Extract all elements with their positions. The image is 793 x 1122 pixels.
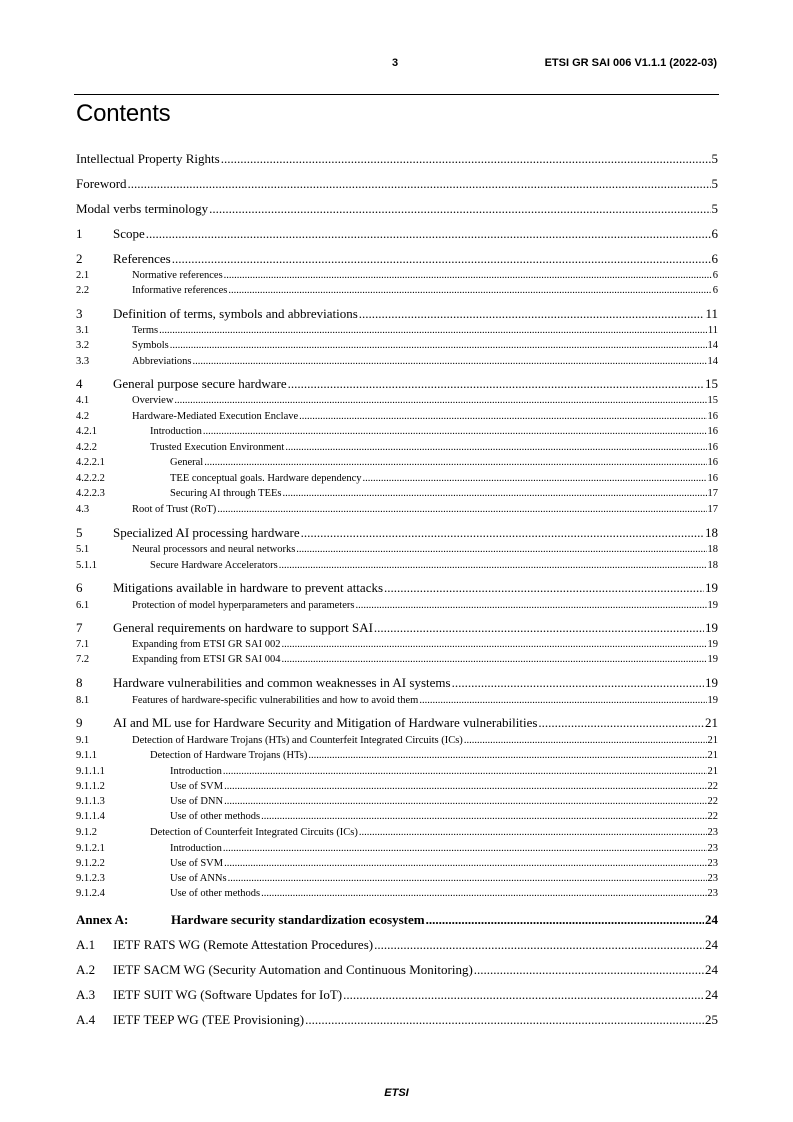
toc-leader-dots xyxy=(174,395,706,406)
toc-leader-dots xyxy=(384,580,704,596)
toc-entry-label: References xyxy=(113,251,171,266)
toc-entry-number: 3.1 xyxy=(76,325,90,336)
toc-leader-dots xyxy=(204,457,706,468)
toc-entry-page: 5 xyxy=(711,201,718,216)
toc-leader-dots xyxy=(261,811,706,822)
toc-entry-label: TEE conceptual goals. Hardware dependency xyxy=(170,473,362,484)
toc-entry-label: Use of SVM xyxy=(170,781,224,792)
toc-entry-page: 16 xyxy=(707,411,718,422)
toc-entry-number: 8.1 xyxy=(76,695,90,706)
toc-entry[interactable] xyxy=(76,226,718,242)
toc-entry-label: Secure Hardware Accelerators xyxy=(150,560,278,571)
toc-entry[interactable] xyxy=(76,811,718,822)
toc-entry-number: 9.1.1.1 xyxy=(76,766,105,777)
toc-entry-page: 11 xyxy=(705,306,718,321)
toc-entry-page: 24 xyxy=(705,912,718,927)
toc-entry-number: 4.2.2 xyxy=(76,442,97,453)
toc-entry-number: Annex A: xyxy=(76,912,129,927)
toc-entry-label: Definition of terms, symbols and abbreviations xyxy=(113,306,358,321)
toc-entry-number: 2 xyxy=(76,251,83,266)
toc-entry-label: Normative references xyxy=(132,270,223,281)
toc-entry-number: 9.1 xyxy=(76,735,90,746)
toc-entry-label: Detection of Hardware Trojans (HTs) and Counterfeit Integrated Circuits (ICs) xyxy=(132,735,463,746)
toc-entry-label: Terms xyxy=(132,325,159,336)
toc-entry-page: 24 xyxy=(705,987,718,1002)
toc-entry-label: Introduction xyxy=(150,426,202,437)
toc-entry[interactable] xyxy=(76,411,718,422)
toc-entry-page: 23 xyxy=(707,888,718,899)
toc-leader-dots xyxy=(359,306,705,322)
toc-entry-label: Hardware security standardization ecosystem xyxy=(171,912,425,927)
toc-entry-label: Use of other methods xyxy=(170,888,261,899)
toc-entry-label: Root of Trust (RoT) xyxy=(132,504,217,515)
toc-leader-dots xyxy=(203,426,707,437)
toc-leader-dots xyxy=(419,695,706,706)
toc-entry-number: 5 xyxy=(76,525,83,540)
toc-entry[interactable] xyxy=(76,270,718,281)
toc-entry-page: 6 xyxy=(711,251,718,266)
toc-leader-dots xyxy=(464,735,707,746)
toc-entry-number: 7.2 xyxy=(76,654,90,665)
page-number: 3 xyxy=(392,57,399,69)
toc-leader-dots xyxy=(228,873,707,884)
toc-leader-dots xyxy=(281,654,706,665)
toc-entry[interactable] xyxy=(76,620,718,636)
toc-entry-label: Specialized AI processing hardware xyxy=(113,525,300,540)
toc-entry-number: 4.2.2.3 xyxy=(76,488,105,499)
toc-entry-number: 4.2.2.1 xyxy=(76,457,105,468)
toc-entry-label: Neural processors and neural networks xyxy=(132,544,296,555)
toc-leader-dots xyxy=(301,525,704,541)
toc-entry-number: 4.3 xyxy=(76,504,90,515)
toc-leader-dots xyxy=(223,766,707,777)
toc-entry-page: 18 xyxy=(705,525,718,540)
toc-entry[interactable] xyxy=(76,715,718,731)
toc-entry[interactable] xyxy=(76,873,718,884)
toc-entry[interactable] xyxy=(76,201,718,217)
toc-entry[interactable] xyxy=(76,442,718,453)
toc-entry-label: Use of ANNs xyxy=(170,873,227,884)
toc-entry-page: 5 xyxy=(711,176,718,191)
toc-entry[interactable] xyxy=(76,675,718,691)
toc-entry[interactable] xyxy=(76,639,718,650)
toc-leader-dots xyxy=(279,560,707,571)
toc-entry-page: 11 xyxy=(707,325,718,336)
toc-leader-dots xyxy=(209,201,710,217)
toc-entry-page: 6 xyxy=(711,226,718,241)
toc-leader-dots xyxy=(538,715,704,731)
toc-entry-page: 23 xyxy=(707,843,718,854)
toc-leader-dots xyxy=(452,675,704,691)
toc-entry-number: A.1 xyxy=(76,937,96,952)
toc-entry-number: 9.1.2.1 xyxy=(76,843,105,854)
toc-entry-label: Symbols xyxy=(132,340,169,351)
toc-entry-page: 18 xyxy=(707,544,718,555)
toc-entry[interactable] xyxy=(76,340,718,351)
toc-leader-dots xyxy=(288,376,704,392)
toc-entry-number: 4.2 xyxy=(76,411,90,422)
toc-entry-page: 6 xyxy=(712,270,718,281)
toc-entry-label: Hardware vulnerabilities and common weaknesses in AI systems xyxy=(113,675,451,690)
toc-entry[interactable] xyxy=(76,285,718,296)
toc-entry-page: 23 xyxy=(707,827,718,838)
toc-entry[interactable] xyxy=(76,1012,718,1028)
toc-entry[interactable] xyxy=(76,457,718,468)
toc-entry-page: 17 xyxy=(707,488,718,499)
toc-entry-label: Expanding from ETSI GR SAI 002 xyxy=(132,639,281,650)
toc-entry[interactable] xyxy=(76,251,718,267)
toc-entry[interactable] xyxy=(76,560,718,571)
toc-entry-label: General xyxy=(170,457,204,468)
toc-entry-label: Introduction xyxy=(170,766,222,777)
toc-entry-label: Intellectual Property Rights xyxy=(76,151,220,166)
toc-entry-label: AI and ML use for Hardware Security and Mitigation of Hardware vulnerabilities xyxy=(113,715,538,730)
toc-entry-page: 23 xyxy=(707,873,718,884)
toc-entry[interactable] xyxy=(76,426,718,437)
toc-entry[interactable] xyxy=(76,600,718,611)
toc-entry-number: 9.1.1.4 xyxy=(76,811,105,822)
toc-entry-number: 4 xyxy=(76,376,83,391)
toc-entry-label: Hardware-Mediated Execution Enclave xyxy=(132,411,299,422)
toc-entry-page: 16 xyxy=(707,473,718,484)
toc-entry[interactable] xyxy=(76,151,718,167)
toc-entry-page: 19 xyxy=(707,654,718,665)
toc-entry-label: Use of SVM xyxy=(170,858,224,869)
toc-entry[interactable] xyxy=(76,488,718,499)
toc-leader-dots xyxy=(128,176,711,192)
toc-leader-dots xyxy=(299,411,706,422)
document-id: ETSI GR SAI 006 V1.1.1 (2022-03) xyxy=(544,57,717,69)
toc-entry-label: Abbreviations xyxy=(132,356,192,367)
toc-entry[interactable] xyxy=(76,504,718,515)
toc-leader-dots xyxy=(359,827,707,838)
toc-leader-dots xyxy=(159,325,707,336)
toc-leader-dots xyxy=(217,504,706,515)
toc-entry-label: Scope xyxy=(113,226,145,241)
toc-entry[interactable] xyxy=(76,843,718,854)
toc-entry[interactable] xyxy=(76,987,718,1003)
toc-entry-label: IETF SACM WG (Security Automation and Continuous Monitoring) xyxy=(113,962,473,977)
toc-entry-label: Use of DNN xyxy=(170,796,224,807)
toc-entry-number: 9.1.2.4 xyxy=(76,888,105,899)
toc-entry-page: 19 xyxy=(707,639,718,650)
toc-entry-number: 6 xyxy=(76,580,83,595)
toc-entry[interactable] xyxy=(76,356,718,367)
toc-entry-label: IETF TEEP WG (TEE Provisioning) xyxy=(113,1012,305,1027)
toc-leader-dots xyxy=(283,488,707,499)
toc-entry-page: 22 xyxy=(707,811,718,822)
toc-entry[interactable] xyxy=(76,176,718,192)
toc-leader-dots xyxy=(224,858,706,869)
toc-leader-dots xyxy=(224,796,706,807)
toc-entry[interactable] xyxy=(76,750,718,761)
toc-entry-page: 16 xyxy=(707,426,718,437)
toc-entry-number: A.2 xyxy=(76,962,96,977)
toc-entry[interactable] xyxy=(76,376,718,392)
toc-entry-page: 19 xyxy=(705,675,718,690)
toc-entry-page: 24 xyxy=(705,937,718,952)
toc-entry-number: 1 xyxy=(76,226,83,241)
toc-entry-label: Trusted Execution Environment xyxy=(150,442,285,453)
toc-entry-number: 9.1.1.2 xyxy=(76,781,105,792)
toc-entry-label: Introduction xyxy=(170,843,222,854)
toc-entry-page: 21 xyxy=(707,766,718,777)
toc-entry[interactable] xyxy=(76,888,718,899)
toc-entry-number: 3.3 xyxy=(76,356,90,367)
toc-entry-number: 9.1.2.3 xyxy=(76,873,105,884)
toc-entry-page: 14 xyxy=(707,356,718,367)
toc-entry[interactable] xyxy=(76,544,718,555)
toc-entry-label: Foreword xyxy=(76,176,127,191)
toc-entry-label: Detection of Hardware Trojans (HTs) xyxy=(150,750,308,761)
toc-leader-dots xyxy=(363,473,707,484)
toc-entry-label: Securing AI through TEEs xyxy=(170,488,282,499)
toc-entry-number: 9.1.2 xyxy=(76,827,97,838)
toc-entry-label: IETF RATS WG (Remote Attestation Procedures) xyxy=(113,937,374,952)
toc-leader-dots xyxy=(281,639,706,650)
toc-leader-dots xyxy=(474,962,704,978)
toc-leader-dots xyxy=(223,843,707,854)
toc-leader-dots xyxy=(374,937,704,953)
toc-entry-page: 6 xyxy=(712,285,718,296)
toc-entry-number: 8 xyxy=(76,675,83,690)
toc-leader-dots xyxy=(170,340,707,351)
toc-entry-page: 21 xyxy=(707,735,718,746)
toc-entry-page: 25 xyxy=(705,1012,718,1027)
toc-entry-number: 2.1 xyxy=(76,270,90,281)
toc-entry[interactable] xyxy=(76,325,718,336)
toc-leader-dots xyxy=(374,620,704,636)
toc-leader-dots xyxy=(172,251,711,267)
toc-entry-page: 17 xyxy=(707,504,718,515)
toc-entry-page: 5 xyxy=(711,151,718,166)
toc-entry-number: 2.2 xyxy=(76,285,90,296)
footer-etsi: ETSI xyxy=(384,1087,409,1099)
toc-entry-page: 23 xyxy=(707,858,718,869)
toc-entry-page: 21 xyxy=(707,750,718,761)
toc-entry-number: 4.2.1 xyxy=(76,426,97,437)
toc-entry-label: Overview xyxy=(132,395,174,406)
toc-entry[interactable] xyxy=(76,781,718,792)
toc-entry-number: 5.1 xyxy=(76,544,90,555)
toc-entry-label: Expanding from ETSI GR SAI 004 xyxy=(132,654,281,665)
toc-entry-page: 21 xyxy=(705,715,718,730)
toc-entry-number: A.4 xyxy=(76,1012,96,1027)
toc-entry[interactable] xyxy=(76,695,718,706)
toc-entry-page: 15 xyxy=(705,376,718,391)
toc-entry-number: 9 xyxy=(76,715,83,730)
toc-entry-number: 4.2.2.2 xyxy=(76,473,105,484)
toc-entry-page: 19 xyxy=(707,600,718,611)
toc-entry-label: Detection of Counterfeit Integrated Circuits (ICs) xyxy=(150,827,358,838)
toc-entry-label: Informative references xyxy=(132,285,228,296)
toc-entry-label: Protection of model hyperparameters and parameters xyxy=(132,600,355,611)
toc-entry-label: Modal verbs terminology xyxy=(76,201,209,216)
toc-entry-label: Features of hardware-specific vulnerabilities and how to avoid them xyxy=(132,695,419,706)
toc-entry-label: Mitigations available in hardware to prevent attacks xyxy=(113,580,384,595)
toc-entry-number: 7 xyxy=(76,620,83,635)
toc-entry-page: 18 xyxy=(707,560,718,571)
toc-entry-label: IETF SUIT WG (Software Updates for IoT) xyxy=(113,987,343,1002)
toc-entry[interactable] xyxy=(76,525,718,541)
toc-leader-dots xyxy=(296,544,706,555)
toc-leader-dots xyxy=(355,600,706,611)
toc-entry-label: Use of other methods xyxy=(170,811,261,822)
toc-entry[interactable] xyxy=(76,473,718,484)
toc-leader-dots xyxy=(308,750,706,761)
toc-entry[interactable] xyxy=(76,735,718,746)
toc-leader-dots xyxy=(261,888,706,899)
toc-entry[interactable] xyxy=(76,796,718,807)
toc-entry-page: 16 xyxy=(707,457,718,468)
toc-entry-page: 22 xyxy=(707,796,718,807)
toc-entry[interactable] xyxy=(76,766,718,777)
toc-entry-number: 9.1.1 xyxy=(76,750,97,761)
page-title: Contents xyxy=(76,100,171,127)
toc-leader-dots xyxy=(285,442,706,453)
toc-entry-number: 6.1 xyxy=(76,600,90,611)
toc-entry-number: 4.1 xyxy=(76,395,90,406)
toc-entry[interactable] xyxy=(76,654,718,665)
toc-entry-number: 3.2 xyxy=(76,340,90,351)
toc-entry[interactable] xyxy=(76,962,718,978)
toc-entry[interactable] xyxy=(76,580,718,596)
toc-entry-number: 9.1.2.2 xyxy=(76,858,105,869)
toc-entry-number: 5.1.1 xyxy=(76,560,97,571)
toc-leader-dots xyxy=(305,1012,704,1028)
table-of-contents xyxy=(76,0,718,1122)
toc-leader-dots xyxy=(224,781,706,792)
toc-leader-dots xyxy=(228,285,711,296)
toc-entry-page: 24 xyxy=(705,962,718,977)
toc-entry[interactable] xyxy=(76,306,718,322)
toc-entry-label: General requirements on hardware to support SAI xyxy=(113,620,373,635)
toc-leader-dots xyxy=(426,912,704,928)
toc-entry[interactable] xyxy=(76,937,718,953)
toc-entry-page: 16 xyxy=(707,442,718,453)
toc-entry-number: A.3 xyxy=(76,987,96,1002)
toc-entry[interactable] xyxy=(76,827,718,838)
toc-entry-page: 22 xyxy=(707,781,718,792)
toc-leader-dots xyxy=(221,151,711,167)
toc-leader-dots xyxy=(224,270,712,281)
toc-entry[interactable] xyxy=(76,858,718,869)
toc-entry-label: General purpose secure hardware xyxy=(113,376,287,391)
toc-leader-dots xyxy=(343,987,704,1003)
toc-entry-page: 15 xyxy=(707,395,718,406)
toc-entry-page: 14 xyxy=(707,340,718,351)
toc-entry[interactable] xyxy=(76,912,718,928)
toc-entry-number: 9.1.1.3 xyxy=(76,796,105,807)
toc-entry-page: 19 xyxy=(707,695,718,706)
toc-leader-dots xyxy=(146,226,711,242)
toc-entry-number: 3 xyxy=(76,306,83,321)
toc-leader-dots xyxy=(193,356,707,367)
toc-entry-page: 19 xyxy=(705,580,718,595)
toc-entry-number: 7.1 xyxy=(76,639,90,650)
toc-entry-page: 19 xyxy=(705,620,718,635)
toc-entry[interactable] xyxy=(76,395,718,406)
